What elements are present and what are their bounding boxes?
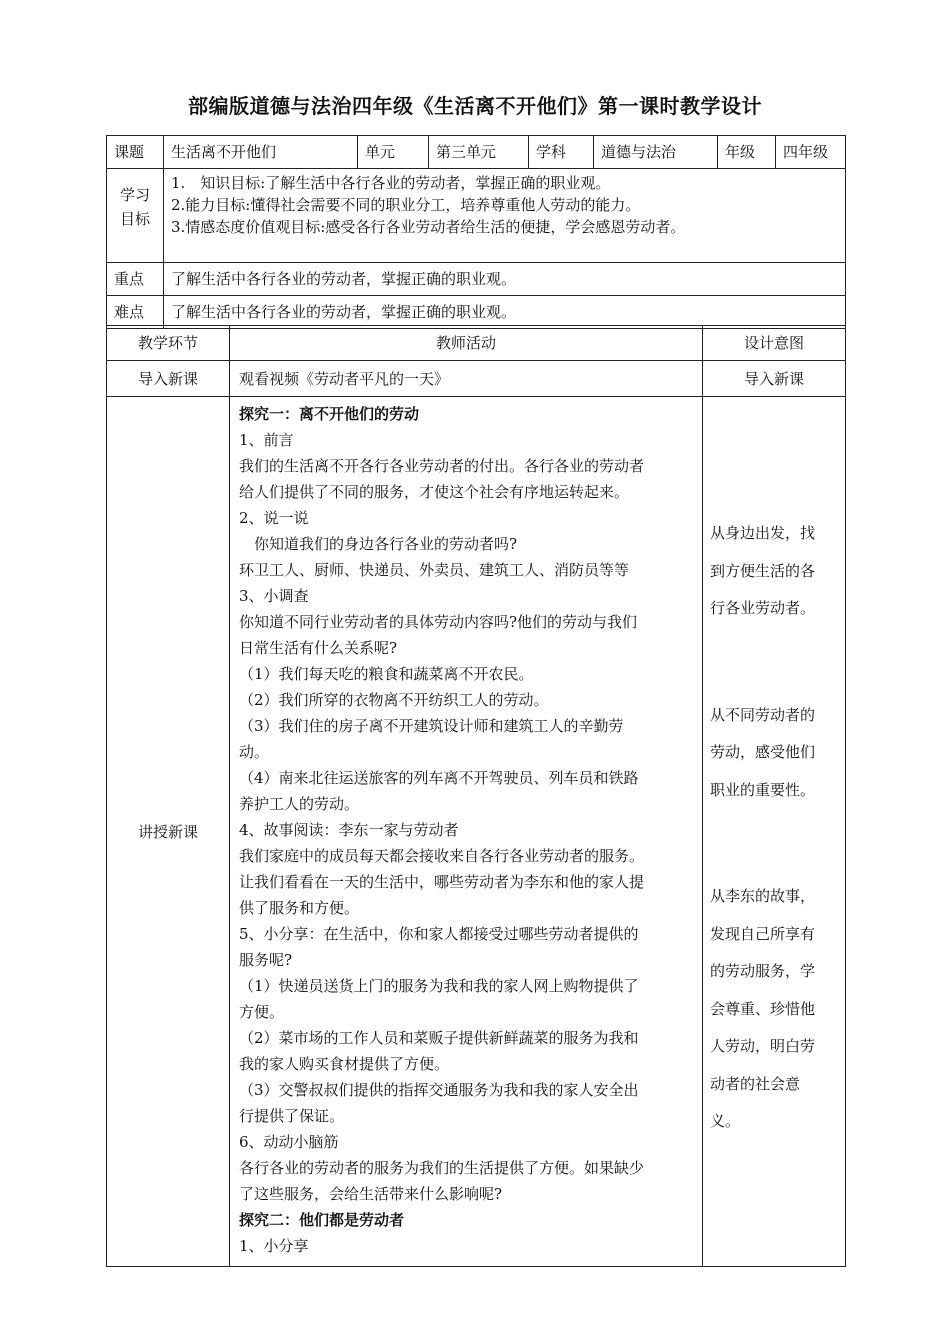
- activity-line: 1、前言: [239, 431, 294, 449]
- activity-line: 动。: [239, 743, 270, 761]
- activity-line: 服务呢?: [239, 951, 293, 969]
- activity-line: 环卫工人、厨师、快递员、外卖员、建筑工人、消防员等等: [239, 561, 630, 579]
- intro-intent: 导入新课: [703, 361, 846, 397]
- intent-line: 从李东的故事，: [710, 887, 816, 905]
- activity-line: （1）快递员送货上门的服务为我和我的家人网上购物提供了: [239, 977, 639, 995]
- unit-value: 第三单元: [429, 136, 529, 169]
- intent-line: 动者的社会意: [710, 1074, 801, 1093]
- goal-ability: 2.能力目标:懂得社会需要不同的职业分工，培养尊重他人劳动的能力。: [171, 196, 641, 214]
- goals-cell: [164, 169, 846, 263]
- header-stage: 教学环节: [107, 326, 230, 361]
- key-value: 了解生活中各行各业的劳动者，掌握正确的职业观。: [164, 263, 846, 296]
- intent-line: 到方便生活的各: [710, 561, 816, 580]
- intent-line: 会尊重、珍惜他: [710, 999, 816, 1018]
- header-intent: 设计意图: [703, 326, 846, 361]
- activity-line: 了这些服务，会给生活带来什么影响呢?: [239, 1185, 503, 1203]
- unit-label: 单元: [358, 136, 429, 169]
- intent-line: 从不同劳动者的: [710, 705, 816, 724]
- grade-label: 年级: [718, 136, 776, 169]
- difficulty-value: 了解生活中各行各业的劳动者，掌握正确的职业观。: [164, 296, 846, 329]
- intent-line: 义。: [710, 1112, 741, 1130]
- intro-stage: 导入新课: [107, 361, 230, 397]
- intent-line: 发现自己所享有: [710, 924, 816, 943]
- intent-line: 人劳动，明白劳: [710, 1037, 816, 1055]
- activity-line: 方便。: [239, 1003, 285, 1021]
- subject-label: 学科: [529, 136, 594, 169]
- goal-emotion: 3.情感态度价值观目标:感受各行各业劳动者给生活的便捷，学会感恩劳动者。: [171, 218, 686, 236]
- intro-activity: 观看视频《劳动者平凡的一天》: [230, 361, 703, 397]
- subject-value: 道德与法治: [594, 136, 718, 169]
- activity-line: （3）交警叔叔们提供的指挥交通服务为我和我的家人安全出: [239, 1081, 639, 1099]
- activity-line: 给人们提供了不同的服务，才使这个社会有序地运转起来。: [239, 483, 630, 501]
- activity-line: 4、故事阅读：李东一家与劳动者: [239, 821, 459, 839]
- activity-line: 5、小分享：在生活中，你和家人都接受过哪些劳动者提供的: [239, 925, 639, 943]
- page-title: 部编版道德与法治四年级《生活离不开他们》第一课时教学设计: [188, 94, 762, 118]
- activity-line: 供了服务和方便。: [239, 899, 360, 917]
- topic-label: 课题: [107, 136, 164, 169]
- activity-line: （4）南来北往运送旅客的列车离不开驾驶员、列车员和铁路: [239, 769, 639, 787]
- grade-value: 四年级: [776, 136, 846, 169]
- goals-label: [107, 169, 164, 263]
- activity-line: 2、说一说: [239, 509, 309, 527]
- activity-line: 我们的生活离不开各行各业劳动者的付出。各行各业的劳动者: [239, 457, 645, 475]
- activity-line: （2）我们所穿的衣物离不开纺织工人的劳动。: [239, 691, 549, 709]
- activity-line: 我的家人购买食材提供了方便。: [239, 1055, 450, 1073]
- intent-line: 劳动，感受他们: [710, 743, 816, 761]
- activity-line: 6、动动小脑筋: [239, 1133, 339, 1151]
- intent-line: 的劳动服务，学: [710, 962, 816, 980]
- lesson-info-table: [106, 135, 846, 329]
- activity-line: （1）我们每天吃的粮食和蔬菜离不开农民。: [239, 665, 534, 683]
- activity-line: 你知道不同行业劳动者的具体劳动内容吗?他们的劳动与我们: [239, 613, 638, 631]
- activity-line: 日常生活有什么关系呢?: [239, 639, 398, 657]
- activity-line: 养护工人的劳动。: [239, 795, 360, 813]
- activity-line: （3）我们住的房子离不开建筑设计师和建筑工人的辛勤劳: [239, 717, 624, 735]
- activity-line: （2）菜市场的工作人员和菜贩子提供新鲜蔬菜的服务为我和: [239, 1029, 639, 1047]
- explore-two-heading: 探究二：他们都是劳动者: [239, 1211, 405, 1229]
- intent-line: 从身边出发，找: [710, 524, 816, 542]
- goals-label-text: 学习目标: [119, 186, 150, 228]
- key-label: 重点: [107, 263, 164, 296]
- goal-knowledge: 1. 知识目标:了解生活中各行各业的劳动者，掌握正确的职业观。: [171, 174, 611, 192]
- activity-line: 各行各业的劳动者的服务为我们的生活提供了方便。如果缺少: [239, 1159, 645, 1177]
- main-activity: [230, 397, 703, 1267]
- activity-line: 让我们看看在一天的生活中，哪些劳动者为李东和他的家人提: [239, 873, 645, 891]
- activity-line: 我们家庭中的成员每天都会接收来自各行各业劳动者的服务。: [239, 847, 645, 865]
- activity-line: 行提供了保证。: [239, 1107, 345, 1125]
- lesson-process-table: [106, 325, 846, 1267]
- topic-value: 生活离不开他们: [164, 136, 358, 169]
- explore-one-heading: 探究一：离不开他们的劳动: [239, 405, 420, 423]
- main-intent: [703, 397, 846, 1267]
- main-stage: 讲授新课: [107, 397, 230, 1267]
- difficulty-label: 难点: [107, 296, 164, 329]
- header-activity: 教师活动: [230, 326, 703, 361]
- activity-line: 你知道我们的身边各行各业的劳动者吗?: [239, 535, 518, 553]
- activity-line: 3、小调查: [239, 587, 309, 605]
- intent-line: 职业的重要性。: [710, 780, 816, 799]
- activity-line: 1、小分享: [239, 1237, 309, 1255]
- intent-line: 行各业劳动者。: [710, 599, 816, 617]
